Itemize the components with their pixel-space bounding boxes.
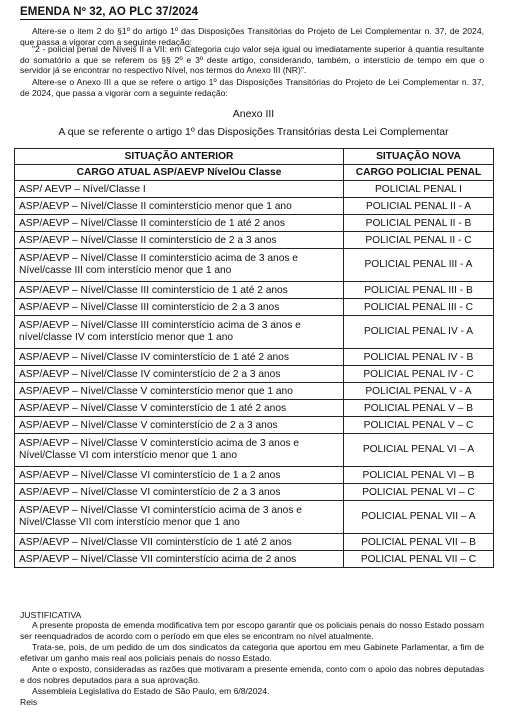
cell-anterior: ASP/AEVP – Nível/Classe VII cominterstício de 1 até 2 anos	[15, 534, 344, 551]
justification-paragraph-3: Ante o exposto, consideradas as razões que motivaram a presente emenda, conto com o apoio das nobres deputadas e dos nobres deputados para a sua aprovação.	[20, 664, 484, 685]
table-row	[15, 198, 494, 215]
cell-nova: POLICIAL PENAL VI – A	[344, 434, 494, 467]
cell-nova: POLICIAL PENAL II - A	[344, 198, 494, 215]
annex-table	[14, 148, 494, 568]
table-row	[15, 551, 494, 568]
table-row	[15, 400, 494, 417]
subheader-cargo-policial-penal: CARGO POLICIAL PENAL	[344, 165, 494, 181]
cell-anterior: ASP/AEVP – Nível/Classe III cominterstício acima de 3 anos e nível/classe IV com interstício menor que 1 ano	[15, 316, 344, 349]
cell-anterior: ASP/AEVP – Nível/Classe III cominterstício de 2 a 3 anos	[15, 299, 344, 316]
header-situacao-anterior: SITUAÇÃO ANTERIOR	[15, 149, 344, 165]
cell-nova: POLICIAL PENAL VI – C	[344, 484, 494, 501]
cell-anterior: ASP/AEVP – Nível/Classe V cominterstício de 2 a 3 anos	[15, 417, 344, 434]
table-row	[15, 299, 494, 316]
table-row	[15, 366, 494, 383]
table-row	[15, 249, 494, 282]
intro-paragraph-2: "2 - policial penal de Níveis II a VII: em Categoria cujo valor seja igual ou imediatamente superior à quantia resultante do somatório a que se referem os §§ 2º e 3º deste artigo, considerando, também, o interstício de tempo em que o servidor já se encontrar no respectivo Nível, nos termos do Anexo III (NR)".	[20, 44, 484, 76]
cell-anterior: ASP/AEVP – Nível/Classe II cominterstício acima de 3 anos e Nível/casse III com interstício menor que 1 ano	[15, 249, 344, 282]
justification-paragraph-1: A presente proposta de emenda modificativa tem por escopo garantir que os policiais penais do nosso Estado possam ser reenquadrados de acordo com o período em que eles se encontram no nível atualmente.	[20, 620, 484, 641]
cell-nova: POLICIAL PENAL VII – A	[344, 501, 494, 534]
cell-anterior: ASP/AEVP – Nível/Classe III cominterstício de 1 até 2 anos	[15, 282, 344, 299]
table-row	[15, 383, 494, 400]
cell-anterior: ASP/AEVP – Nível/Classe VI cominterstício de 2 a 3 anos	[15, 484, 344, 501]
justification-paragraph-2: Trata-se, pois, de um pedido de um dos sindicatos da categoria que aportou em meu Gabinete Parlamentar, a fim de efetivar um ganho mais real aos policiais penais do nosso Estado.	[20, 642, 484, 663]
cell-anterior: ASP/AEVP – Nível/Classe II cominterstício menor que 1 ano	[15, 198, 344, 215]
table-row	[15, 434, 494, 467]
table-row	[15, 181, 494, 198]
cell-anterior: ASP/AEVP – Nível/Classe IV cominterstício de 1 até 2 anos	[15, 349, 344, 366]
cell-nova: POLICIAL PENAL VII – B	[344, 534, 494, 551]
table-row	[15, 232, 494, 249]
signature: Reis	[20, 697, 38, 707]
intro-paragraph-1: Altere-se o item 2 do §1º do artigo 1º das Disposições Transitórias do Projeto de Lei Complementar n. 37, de 2024, que passa a vigorar com a seguinte redação:	[20, 26, 484, 47]
table-row	[15, 316, 494, 349]
cell-nova: POLICIAL PENAL V – C	[344, 417, 494, 434]
cell-nova: POLICIAL PENAL IV - B	[344, 349, 494, 366]
annex-subtitle: A que se referente o artigo 1º das Disposições Transitórias desta Lei Complementar	[58, 126, 449, 138]
cell-anterior: ASP/AEVP – Nível/Classe VI cominterstício acima de 3 anos e Nível/Classe VII com interstício menor que 1 ano	[15, 501, 344, 534]
table-row	[15, 467, 494, 484]
cell-anterior: ASP/AEVP – Nível/Classe VI cominterstício de 1 a 2 anos	[15, 467, 344, 484]
place-and-date: Assembleia Legislativa do Estado de São Paulo, em 6/8/2024.	[32, 686, 270, 696]
cell-anterior: ASP/AEVP – Nível/Classe V cominterstício acima de 3 anos e Nível/Classe VI com interstício menor que 1 ano	[15, 434, 344, 467]
intro-paragraph-3: Altere-se o Anexo III a que se refere o artigo 1º das Disposições Transitórias do Projeto de Lei Complementar n. 37, de 2024, que passa a vigorar com a seguinte redação:	[20, 77, 484, 98]
table-row	[15, 349, 494, 366]
cell-anterior: ASP/ AEVP – Nível/Classe I	[15, 181, 344, 198]
cell-nova: POLICIAL PENAL V – B	[344, 400, 494, 417]
cell-nova: POLICIAL PENAL III - B	[344, 282, 494, 299]
annex-title: Anexo III	[232, 108, 275, 120]
cell-nova: POLICIAL PENAL II - C	[344, 232, 494, 249]
cell-nova: POLICIAL PENAL III - A	[344, 249, 494, 282]
cell-anterior: ASP/AEVP – Nível/Classe IV cominterstício de 2 a 3 anos	[15, 366, 344, 383]
table-row	[15, 501, 494, 534]
cell-nova: POLICIAL PENAL IV - C	[344, 366, 494, 383]
table-row	[15, 484, 494, 501]
header-situacao-nova: SITUAÇÃO NOVA	[344, 149, 494, 165]
cell-nova: POLICIAL PENAL IV - A	[344, 316, 494, 349]
cell-nova: POLICIAL PENAL I	[344, 181, 494, 198]
cell-nova: POLICIAL PENAL VII – C	[344, 551, 494, 568]
cell-anterior: ASP/AEVP – Nível/Classe V cominterstício de 1 até 2 anos	[15, 400, 344, 417]
subheader-cargo-atual: CARGO ATUAL ASP/AEVP NívelOu Classe	[15, 165, 344, 181]
cell-nova: POLICIAL PENAL III - C	[344, 299, 494, 316]
table-row	[15, 534, 494, 551]
table-row	[15, 417, 494, 434]
cell-anterior: ASP/AEVP – Nível/Classe II cominterstício de 2 a 3 anos	[15, 232, 344, 249]
cell-anterior: ASP/AEVP – Nível/Classe V cominterstício menor que 1 ano	[15, 383, 344, 400]
cell-nova: POLICIAL PENAL V - A	[344, 383, 494, 400]
cell-nova: POLICIAL PENAL VI – B	[344, 467, 494, 484]
cell-anterior: ASP/AEVP – Nível/Classe II cominterstício de 1 até 2 anos	[15, 215, 344, 232]
table-row	[15, 215, 494, 232]
cell-anterior: ASP/AEVP – Nível/Classe VII cominterstício acima de 2 anos	[15, 551, 344, 568]
cell-nova: POLICIAL PENAL II - B	[344, 215, 494, 232]
amendment-title: EMENDA Nº 32, AO PLC 37/2024	[20, 6, 199, 18]
table-row	[15, 282, 494, 299]
justification-label: JUSTIFICATIVA	[20, 610, 82, 620]
